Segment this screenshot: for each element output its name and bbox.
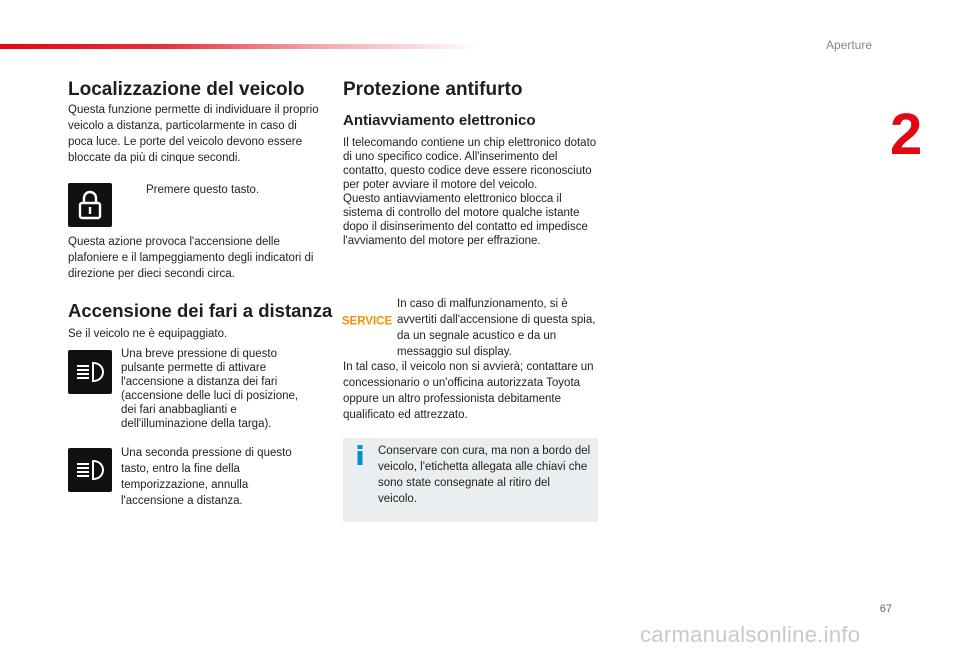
locate-title: Localizzazione del veicolo [68,79,305,100]
service-label: SERVICE [341,315,393,328]
locate-bullet [124,184,259,196]
antitheft-body: Il telecomando contiene un chip elettronico dotato di uno specifico codice. All'inserimento del contatto, questo codice deve essere riconosciuto per poter avviare il motore del veicolo. Questo antiavviamento elettronico blocca il sistema di controllo del motore qualche istante dopo il disinserimento del contatto ed impedisce l'avviamento del motore per effrazione. [343,137,597,247]
remote-lights-intro: Se il veicolo ne è equipaggiato. [68,328,228,340]
locate-intro: Questa funzione permette di individuare il proprio veicolo a distanza, particolarmente in caso di poca luce. Le porte del veicolo devono essere bloccate da più di cinque secondi. [68,104,319,164]
after-service-text: In tal caso, il veicolo non si avvierà; contattare un concessionario o un'officina autorizzata Toyota oppure un altro professionista debitamente qualificato ed attrezzato. [343,361,594,421]
page-number: 67 [879,603,892,615]
watermark: carmanualsonline.info [640,622,861,647]
chapter-number: 2 [890,102,923,167]
headlamp-icon [68,350,112,394]
headlamp-icon [68,448,112,492]
header-accent-bar [0,44,480,49]
antitheft-subtitle: Antiavviamento elettronico [343,112,536,129]
remote-lights-step1: Una breve pressione di questo pulsante permette di attivare l'accensione a distanza dei fari (accensione delle luci di posizione, dei fari anabbaglianti e dell'illuminazione della targa). [121,348,299,430]
service-warning-icon [341,312,393,328]
info-icon [352,445,368,465]
remote-lights-title: Accensione dei fari a distanza [68,300,333,321]
antitheft-title: Protezione antifurto [343,79,523,100]
service-text: In caso di malfunzionamento, si è avvertiti dall'accensione di questa spia, da un segnale acustico e da un messaggio sul display. [397,298,596,358]
section-name: Aperture [826,38,873,52]
padlock-icon [68,183,112,227]
info-note-text: Conservare con cura, ma non a bordo del veicolo, l'etichetta allegata alle chiavi che sono state consegnate al ritiro del veicolo. [378,445,591,505]
locate-bullet-text: Premere questo tasto. [146,184,260,196]
remote-lights-step2: Una seconda pressione di questo tasto, entro la fine della temporizzazione, annulla l'accensione a distanza. [121,447,292,507]
locate-result: Questa azione provoca l'accensione delle plafoniere e il lampeggiamento degli indicatori di direzione per dieci secondi circa. [68,236,314,280]
